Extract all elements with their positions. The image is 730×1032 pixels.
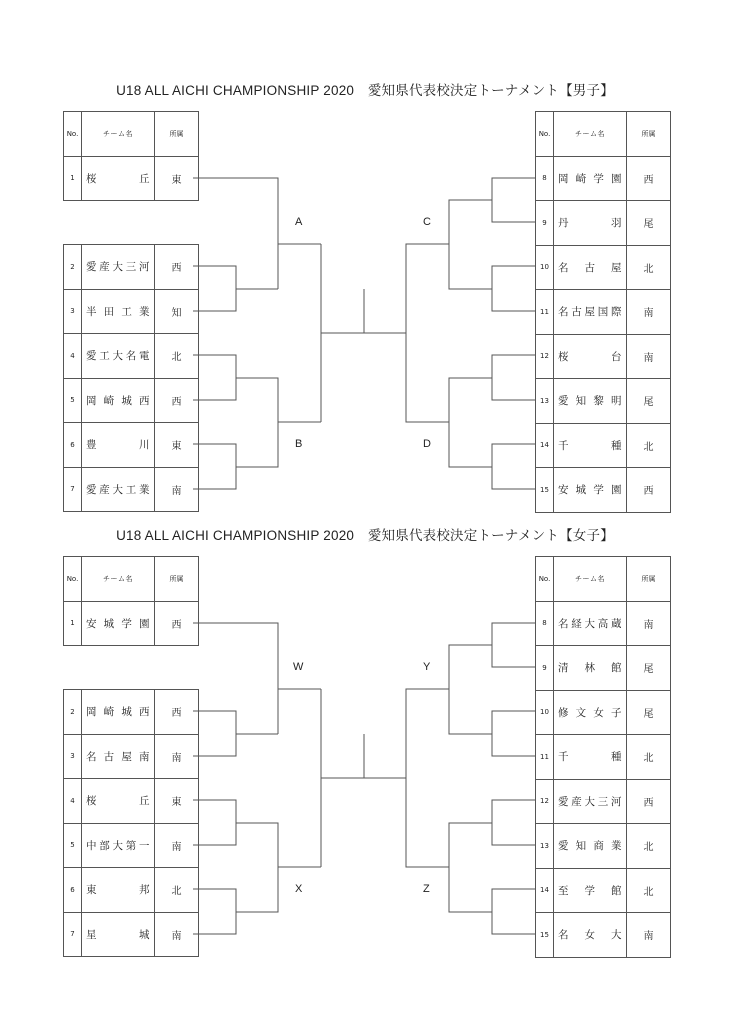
table-row: 15 名 女 大 南: [536, 913, 671, 958]
boys-title-jp: 愛知県代表校決定トーナメント【男子】: [367, 83, 614, 98]
table-row: 5 岡崎城西 西: [64, 378, 199, 423]
table-row: 9 清林館 尾: [536, 646, 671, 691]
header-aff: 所属: [627, 112, 671, 157]
table-row: 11 千 種 北: [536, 735, 671, 780]
header-aff: 所属: [155, 112, 199, 157]
header-team: チーム名: [82, 557, 155, 602]
table-row: 4 愛工大名電 北: [64, 334, 199, 379]
boys-block-a: A: [295, 216, 303, 228]
table-row: 14 千 種 北: [536, 423, 671, 468]
header-team: チーム名: [554, 112, 627, 157]
girls-block-y: Y: [423, 661, 431, 673]
boys-bracket: [193, 178, 535, 489]
table-row: 10 名古屋 北: [536, 245, 671, 290]
header-no: No.: [536, 557, 554, 602]
table-row: 13 愛知商業 北: [536, 824, 671, 869]
boys-block-b: B: [295, 438, 303, 450]
table-row: 8 名経大高蔵 南: [536, 601, 671, 646]
boys-block-c: C: [423, 216, 431, 228]
table-row: 3 半田工業 知: [64, 289, 199, 334]
table-row: 1 安城学園 西: [64, 601, 199, 646]
boys-title-en: U18 ALL AICHI CHAMPIONSHIP 2020: [116, 83, 355, 98]
table-row: 11 名古屋国際 南: [536, 290, 671, 335]
header-no: No.: [64, 557, 82, 602]
girls-block-w: W: [293, 661, 304, 673]
table-row: 6 豊 川 東: [64, 423, 199, 468]
table-row: 5 中部大第一 南: [64, 823, 199, 868]
table-row: 10 修文女子 尾: [536, 690, 671, 735]
girls-title-jp: 愛知県代表校決定トーナメント【女子】: [367, 528, 614, 543]
table-row: 2 愛産大三河 西: [64, 245, 199, 290]
header-aff: 所属: [627, 557, 671, 602]
table-row: 8 岡崎学園 西: [536, 156, 671, 201]
table-row: 2 岡崎城西 西: [64, 690, 199, 735]
girls-bracket: [193, 623, 535, 934]
girls-title-en: U18 ALL AICHI CHAMPIONSHIP 2020: [116, 528, 355, 543]
table-row: 1 桜 丘 東: [64, 156, 199, 201]
table-row: 3 名古屋南 南: [64, 734, 199, 779]
table-row: 13 愛知黎明 尾: [536, 379, 671, 424]
table-row: 12 愛産大三河 西: [536, 779, 671, 824]
boys-block-d: D: [423, 438, 431, 450]
table-row: 12 桜 台 南: [536, 334, 671, 379]
table-row: 7 星 城 南: [64, 912, 199, 957]
table-row: 14 至学館 北: [536, 868, 671, 913]
header-team: チーム名: [554, 557, 627, 602]
table-row: 6 東 邦 北: [64, 868, 199, 913]
header-no: No.: [536, 112, 554, 157]
girls-block-x: X: [295, 883, 303, 895]
header-no: No.: [64, 112, 82, 157]
girls-block-z: Z: [423, 883, 430, 895]
table-row: 9 丹 羽 尾: [536, 201, 671, 246]
table-row: 4 桜 丘 東: [64, 779, 199, 824]
header-aff: 所属: [155, 557, 199, 602]
table-row: 15 安城学園 西: [536, 468, 671, 513]
header-team: チーム名: [82, 112, 155, 157]
table-row: 7 愛産大工業 南: [64, 467, 199, 512]
